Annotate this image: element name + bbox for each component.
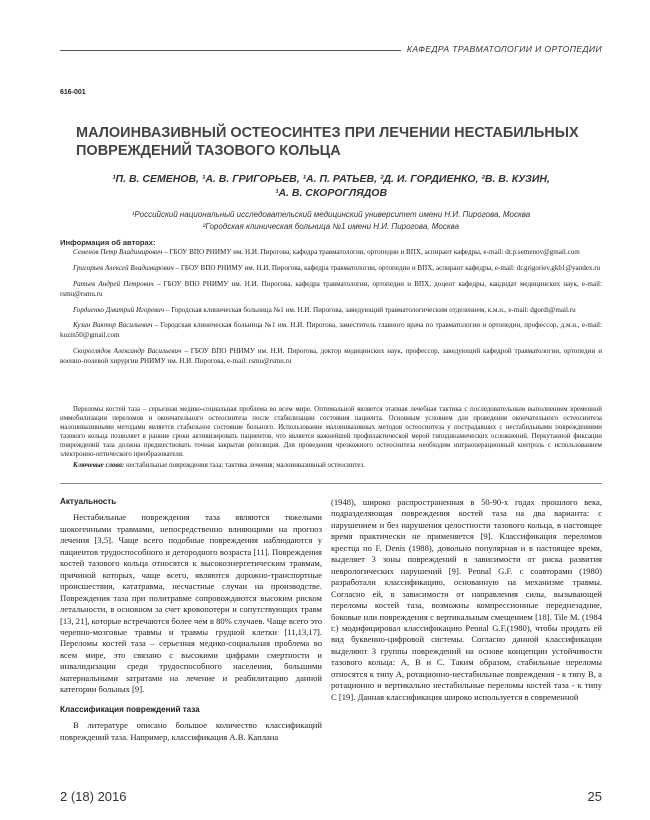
author-details: – ГБОУ ВПО РНИМУ им. Н.И. Пирогова, кафедра травматологии, ортопедии и ВПХ, аспирант кафедры, e-mail: dr.p.semenov@gmail.com: [162, 247, 580, 256]
right-column: [331, 497, 602, 703]
author-name: Григорьев Алексей Владимирович: [73, 263, 174, 272]
author-details: – ГБОУ ВПО РНИМУ им. Н.И. Пирогова, кафедра травматологии, ортопедии и ВПХ, доцент кафедры, кандидат медицинских наук, e-mail: rsmu@rsmu.ru: [60, 279, 602, 298]
article-code: 616-001: [60, 89, 86, 96]
affiliation-1: ¹Российский национальный исследовательский медицинский университет имени Н.И. Пирогова, Москва: [131, 210, 531, 219]
author-name: Скороглядов Александр Васильевич: [73, 347, 182, 356]
section-heading-classification: Классификация повреждений таза: [60, 704, 200, 714]
author-info-item: [60, 264, 602, 274]
section-heading-relevance: Актуальность: [60, 497, 117, 506]
body-paragraph: В литературе описано большое количество классификаций повреждений таза. Например, классификация А.В. Каплана: [60, 720, 322, 742]
body-paragraph: (1948), широко распространенная в 50-90-х годах прошлого века, подразделяющая повреждения костей таза на два варианта: с нарушением и без нарушения целостности тазового кольца, в настоящее время практически не применяется [9]. Классификация переломов крестца по F. Denis (1988), довольно популярная и в настоящее время, выделяет 3 зоны повреждений в зависимости от риска развития неврологических нарушений [9]. Pennal G.F. с соавторами (1980) разработали классификацию, основанную на механизме травмы. Согласно ей, в зависимости от направления силы, вызывающей переломы костей таза, возможны компрессионные переднезадние, боковые или повреждения с вертикальным смещением [18]. Tile M. (1984 г.) модифицировал классификацию Pennal G.F.(1980), чтобы придать ей вид буквенно-цифровой системы. Согласно данной классификации выделяют 3 группы повреждений на основе концепции устойчивости тазового кольца: А, В и С. Таким образом, стабильные переломы относятся к типу А, ротационно-нестабильные повреждения - к типу В, а ротационно и вертикально нестабильные переломы костей таза - к типу С [19]. Данная классификация широко используется в современной: [331, 497, 602, 702]
author-details: – Городская клиническая больница №1 им. Н.И. Пирогова, заведующий травматологическим отделением, к.м.н., e-mail: dgordi@mail.ru: [164, 305, 576, 314]
body-paragraph: Нестабильные повреждения таза являются тяжелыми шокогенными травмами, непосредственно влияющими на прогноз лечения [3,5]. Чаще всего подобные повреждения наблюдаются у пациентов трудоспособного и детородного возраста [11]. Повреждения костей тазового кольца относятся к высокоэнергетическим травмам, причиной которых, чаще всего, являются дорожно-транспортные происшествия, кататравма, несчастные случаи на производстве. Повреждения таза при политравме сопровождаются высоким риском летальности, в основном за счет кровопотери и сопутствующих травм [13, 21], которые встречаются более чем в 80% случаев. Чаще всего это черепно-мозговые травмы и травмы грудной клетки [11,13,17]. Переломы костей таза – серьезная медико-социальная проблема во всем мире, это связано с высокими цифрами смертности и инвалидизации среди трудоспособного населения, большими материальными затратами на лечение и реабилитацию данной категории больных [9].: [60, 512, 322, 695]
article-title: МАЛОИНВАЗИВНЫЙ ОСТЕОСИНТЕЗ ПРИ ЛЕЧЕНИИ НЕСТАБИЛЬНЫХ ПОВРЕЖДЕНИЙ ТАЗОВОГО КОЛЬЦА: [76, 125, 579, 159]
author-details: – ГБОУ ВПО РНИМУ им. Н.И. Пирогова, доктор медицинских наук, профессор, заведующий кафедрой травматологии, ортопедии и военно-полевой хирургии РНИМУ им. Н.И. Пирогова, e-mail: rsmu@rsmu.ru: [60, 347, 602, 366]
author-info: [60, 238, 602, 373]
keywords: [60, 462, 602, 471]
author-info-item: [60, 280, 602, 300]
issue-number: 2 (18) 2016: [60, 789, 127, 804]
keywords-label: Ключевые слова:: [73, 462, 125, 470]
author-name: Ратьев Андрей Петрович: [73, 279, 154, 288]
author-info-item: [60, 248, 602, 258]
author-line-2: ¹А. В. СКОРОГЛЯДОВ: [274, 187, 388, 199]
abstract: [60, 406, 602, 471]
affiliation-2: ²Городская клиническая больница №1 имени Н.И. Пирогова, Москва: [202, 222, 460, 231]
affiliations: [60, 209, 602, 233]
running-header: КАФЕДРА ТРАВМАТОЛОГИИ И ОРТОПЕДИИ: [401, 44, 602, 54]
author-name: Семенов Петр Владимирович: [73, 247, 163, 256]
keywords-list: нестабильные повреждения таза; тактика лечения; малоинвазивный остеосинтез.: [124, 462, 365, 470]
author-list: [60, 172, 602, 200]
author-info-item: [60, 347, 602, 367]
author-name: Кузин Виктор Васильевич: [73, 321, 153, 330]
author-details: – ГБОУ ВПО РНИМУ им. Н.И. Пирогова, кафедра травматологии, ортопедии и ВПХ, аспирант кафедры, e-mail: dr.grigoriev.gkb1@yandex.ru: [173, 263, 601, 272]
page-number: 25: [587, 789, 602, 804]
author-info-heading: Информация об авторах:: [60, 238, 156, 247]
abstract-text: Переломы костей таза – серьезная медико-социальная проблема во всем мире. Оптимальной является этапная лечебная тактика с последовательным выполнением временной иммобилизации переломов и окончательного остеосинтеза после стабилизации состояния пациента. Основным условием для проведения окончательного остеосинтеза малоинвазивными методами является стабильное состояние больного. Использование малоинвазивных методов остеосинтеза у пострадавших с нестабильными повреждениями тазового кольца позволяет в ранние сроки активизировать пациентов, что является важнейшей профилактической мерой гиподинамических осложнений. Перкутанной фиксации повреждений таза должна предшествовать точная закрытая репозиция. Для проведения чрезкожного остеосинтеза необходим интраоперационный контроль с использованием электронно-оптического преобразователя.: [60, 406, 602, 458]
author-info-item: [60, 321, 602, 341]
author-name: Гордиенко Дмитрий Игоревич: [73, 305, 165, 314]
author-line-1: ¹П. В. СЕМЕНОВ, ¹А. В. ГРИГОРЬЕВ, ¹А. П. РАТЬЕВ, ²Д. И. ГОРДИЕНКО, ²В. В. КУЗИН,: [112, 173, 550, 185]
abstract-rule: [60, 483, 602, 484]
left-column: [60, 496, 322, 743]
author-details: – Городская клиническая больница №1 им. Н.И. Пирогова, заместитель главного врача по травматологии и ортопедии, профессор, д.м.н., e-mail: kuzin50@gmail.com: [60, 321, 603, 340]
author-info-item: [60, 306, 602, 316]
